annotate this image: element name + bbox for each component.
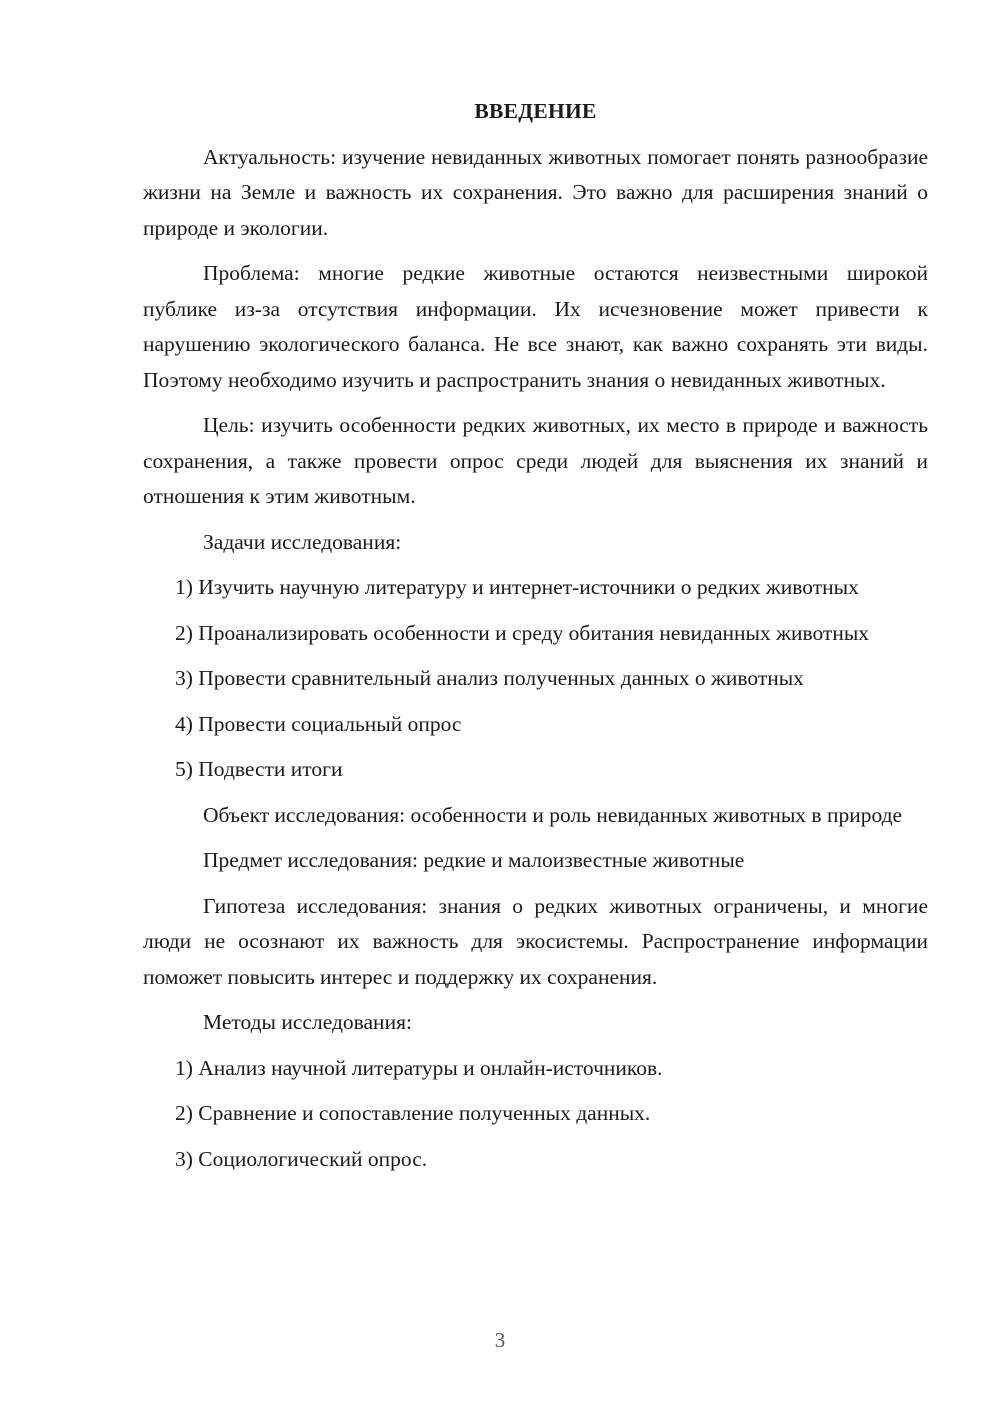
method-item: 1) Анализ научной литературы и онлайн-источников. [175,1055,663,1080]
problem-paragraph: Проблема: многие редкие животные остаются неизвестными широкой публике из-за отсутствия информации. Их исчезновение может привести к нарушению экологического баланса. Не все знают, как важно сохранять эти виды. Поэтому необходимо изучить и распространить знания о невиданных животных. [143,261,928,392]
task-item: 3) Провести сравнительный анализ полученных данных о животных [175,666,804,690]
task-item: 4) Провести социальный опрос [175,711,462,736]
page-content [143,94,928,1187]
relevance-paragraph: Актуальность: изучение невиданных животных помогает понять разнообразие жизни на Земле и важность их сохранения. Это важно для расширения знаний о природе и экологии. [143,144,928,240]
tasks-heading: Задачи исследования: [203,529,402,554]
goal-paragraph: Цель: изучить особенности редких животных, их место в природе и важность сохранения, а также провести опрос среди людей для выяснения их знаний и отношения к этим животным. [143,413,928,508]
method-item: 3) Социологический опрос. [175,1146,428,1171]
page-number: 3 [494,1328,506,1352]
methods-heading: Методы исследования: [203,1010,412,1034]
task-item: 5) Подвести итоги [175,757,343,781]
task-item: 2) Проанализировать особенности и среду обитания невиданных животных [175,620,870,645]
task-item: 1) Изучить научную литературу и интернет-источники о редких животных [175,575,859,599]
subject-paragraph: Предмет исследования: редкие и малоизвестные животные [203,848,745,872]
hypothesis-paragraph: Гипотеза исследования: знания о редких животных ограничены, и многие люди не осознают их важность для экосистемы. Распространение информации поможет повысить интерес и поддержку их сохранения. [143,893,928,989]
method-item: 2) Сравнение и сопоставление полученных данных. [175,1101,651,1125]
object-paragraph: Объект исследования: особенности и роль невиданных животных в природе [203,802,903,827]
page-title: ВВЕДЕНИЕ [474,99,597,123]
